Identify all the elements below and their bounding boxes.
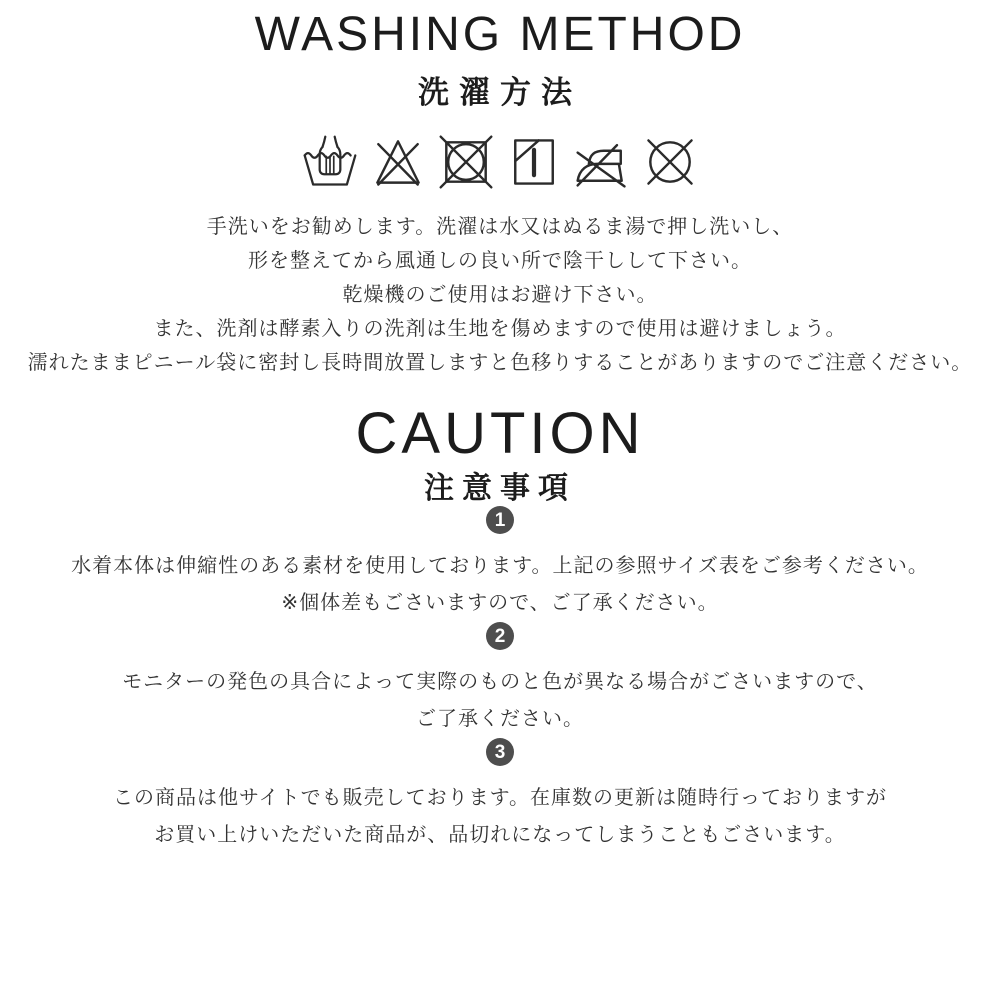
do-not-tumble-dry-icon — [436, 132, 496, 192]
washing-instructions — [0, 210, 1000, 380]
caution-item-3-text — [0, 780, 1000, 854]
caution-title-en: CAUTION — [355, 401, 645, 466]
caution-text-line: ※個体差もごさいますので、ご了承ください。 — [281, 592, 719, 614]
caution-text-line: モニターの発色の具合によって実際のものと色が異なる場合がごさいますので、 — [122, 671, 878, 693]
washing-instruction-line: 形を整えてから風通しの良い所で陰干しして下さい。 — [248, 250, 752, 272]
washing-instruction-line: 濡れたままピニール袋に密封し長時間放置しますと色移りすることがありますのでご注意ください。 — [27, 352, 973, 374]
number-2-badge: 2 — [486, 622, 514, 650]
washing-instruction-line: 手洗いをお勧めします。洗濯は水又はぬるま湯で押し洗いし、 — [206, 216, 794, 238]
caution-item-3 — [0, 738, 1000, 854]
caution-text-line: この商品は他サイトでも販売しております。在庫数の更新は随時行っておりますが — [113, 787, 887, 809]
do-not-iron-icon — [572, 132, 632, 192]
washing-method-title-en: WASHING METHOD — [254, 8, 746, 61]
number-3-badge: 3 — [486, 738, 514, 766]
caution-text-line: ご了承ください。 — [416, 708, 584, 730]
caution-item-1-text — [0, 548, 1000, 622]
do-not-bleach-icon — [368, 132, 428, 192]
number-1-badge: 1 — [486, 506, 514, 534]
do-not-dry-clean-icon — [640, 132, 700, 192]
hand-wash-icon — [300, 132, 360, 192]
caution-item-2 — [0, 622, 1000, 738]
dry-in-shade-icon — [504, 132, 564, 192]
caution-title-ja: 注意事項 — [424, 472, 576, 505]
caution-item-2-text — [0, 664, 1000, 738]
washing-instruction-line: 乾燥機のご使用はお避け下さい。 — [342, 284, 658, 306]
caution-text-line: 水着本体は伸縮性のある素材を使用しております。上記の参照サイズ表をご参考ください。 — [71, 555, 929, 577]
caution-item-1 — [0, 506, 1000, 622]
washing-instruction-line: また、洗剤は酵素入りの洗剤は生地を傷めますので使用は避けましょう。 — [153, 318, 847, 340]
care-symbols-row — [0, 130, 1000, 194]
washing-method-title-ja: 洗濯方法 — [418, 75, 582, 110]
caution-text-line: お買い上けいただいた商品が、品切れになってしまうこともごさいます。 — [154, 824, 846, 846]
